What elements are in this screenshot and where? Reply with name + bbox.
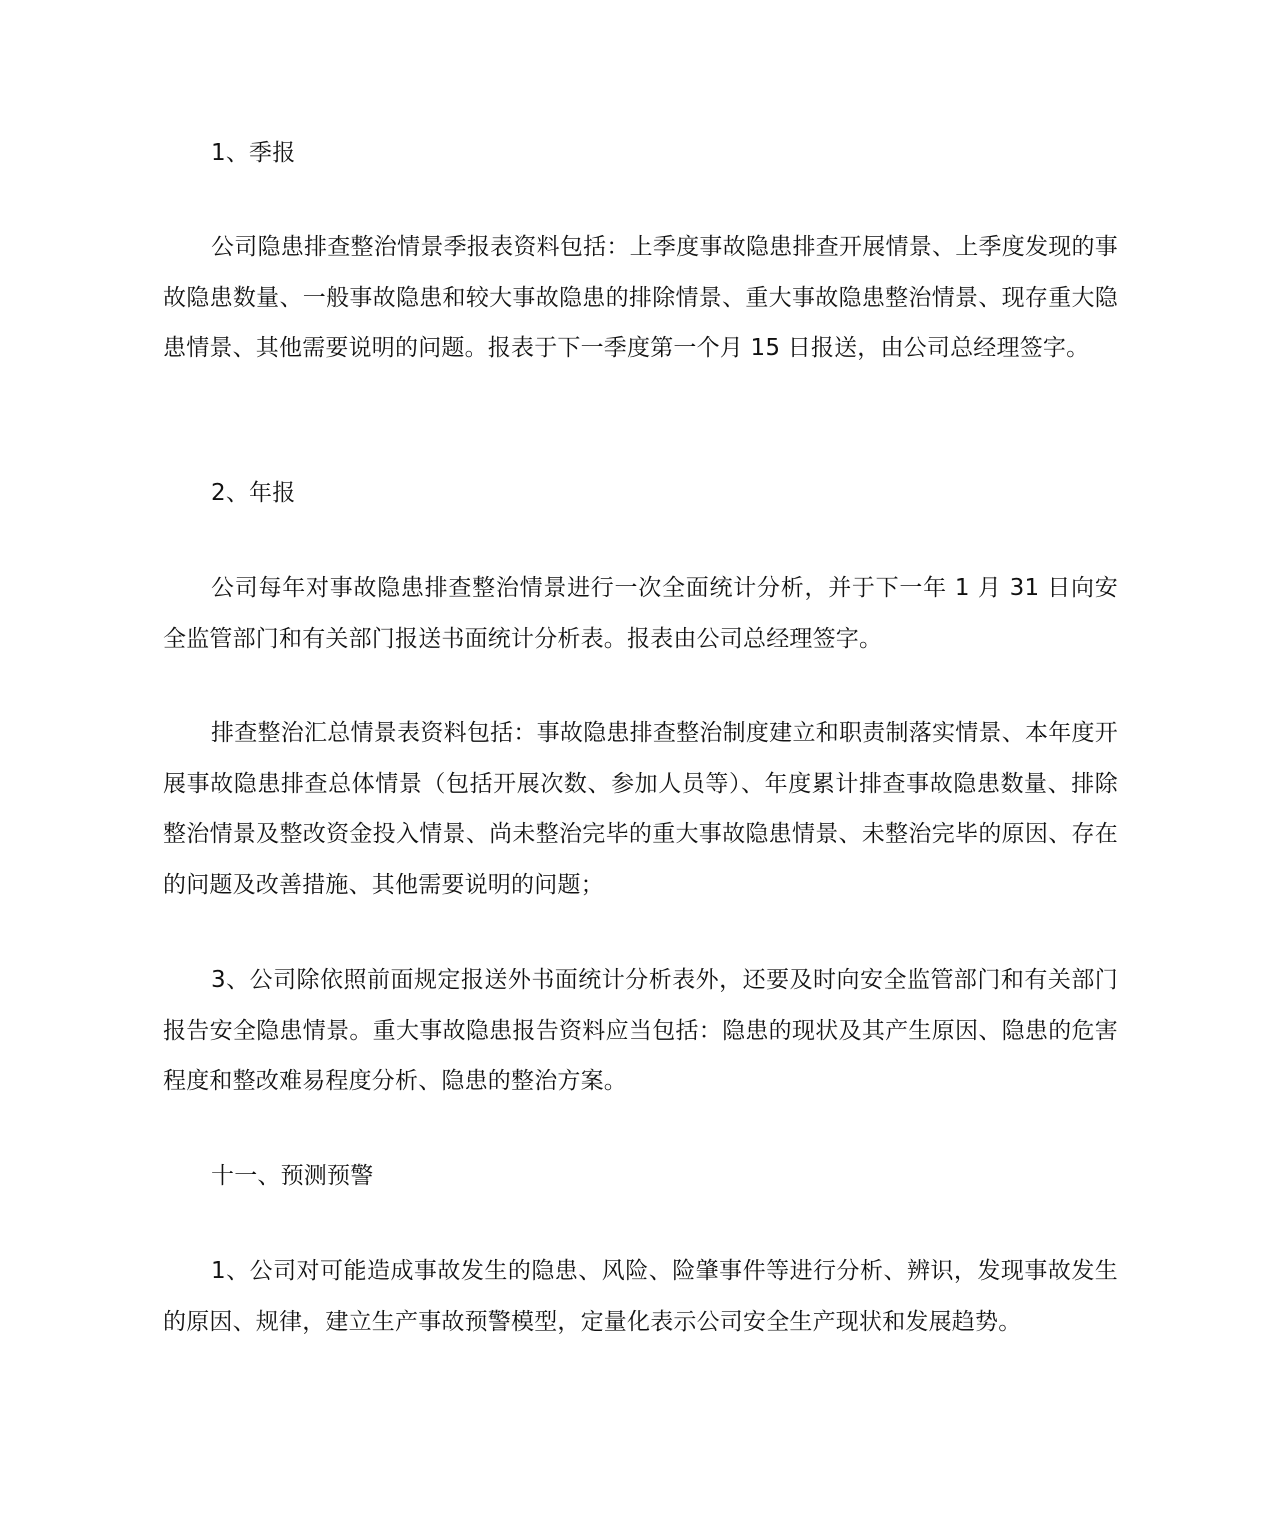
heading-annual-report: 2、年报: [211, 480, 296, 506]
heading-forecast-warning: 十一、预测预警: [211, 1163, 374, 1189]
paragraph-annual-content: 公司每年对事故隐患排查整治情景进行一次全面统计分析，并于下一年 1 月 31 日向安全监管部门和有关部门报送书面统计分析表。报表由公司总经理签字。: [163, 575, 1118, 652]
heading-quarterly-report: 1、季报: [211, 140, 296, 166]
paragraph-hazard-reporting: 3、公司除依照前面规定报送外书面统计分析表外，还要及时向安全监管部门和有关部门报告安全隐患情景。重大事故隐患报告资料应当包括：隐患的现状及其产生原因、隐患的危害程度和整改难易程度分析、隐患的整治方案。: [163, 967, 1118, 1094]
paragraph-quarterly-content: 公司隐患排查整治情景季报表资料包括：上季度事故隐患排查开展情景、上季度发现的事故隐患数量、一般事故隐患和较大事故隐患的排除情景、重大事故隐患整治情景、现存重大隐患情景、其他需要说明的问题。报表于下一季度第一个月 15 日报送，由公司总经理签字。: [163, 234, 1118, 361]
paragraph-summary-table-content: 排查整治汇总情景表资料包括：事故隐患排查整治制度建立和职责制落实情景、本年度开展事故隐患排查总体情景（包括开展次数、参加人员等）、年度累计排查事故隐患数量、排除整治情景及整改资金投入情景、尚未整治完毕的重大事故隐患情景、未整治完毕的原因、存在的问题及改善措施、其他需要说明的问题；: [163, 720, 1118, 898]
paragraph-forecast-content: 1、公司对可能造成事故发生的隐患、风险、险肇事件等进行分析、辨识，发现事故发生的原因、规律，建立生产事故预警模型，定量化表示公司安全生产现状和发展趋势。: [163, 1258, 1118, 1335]
